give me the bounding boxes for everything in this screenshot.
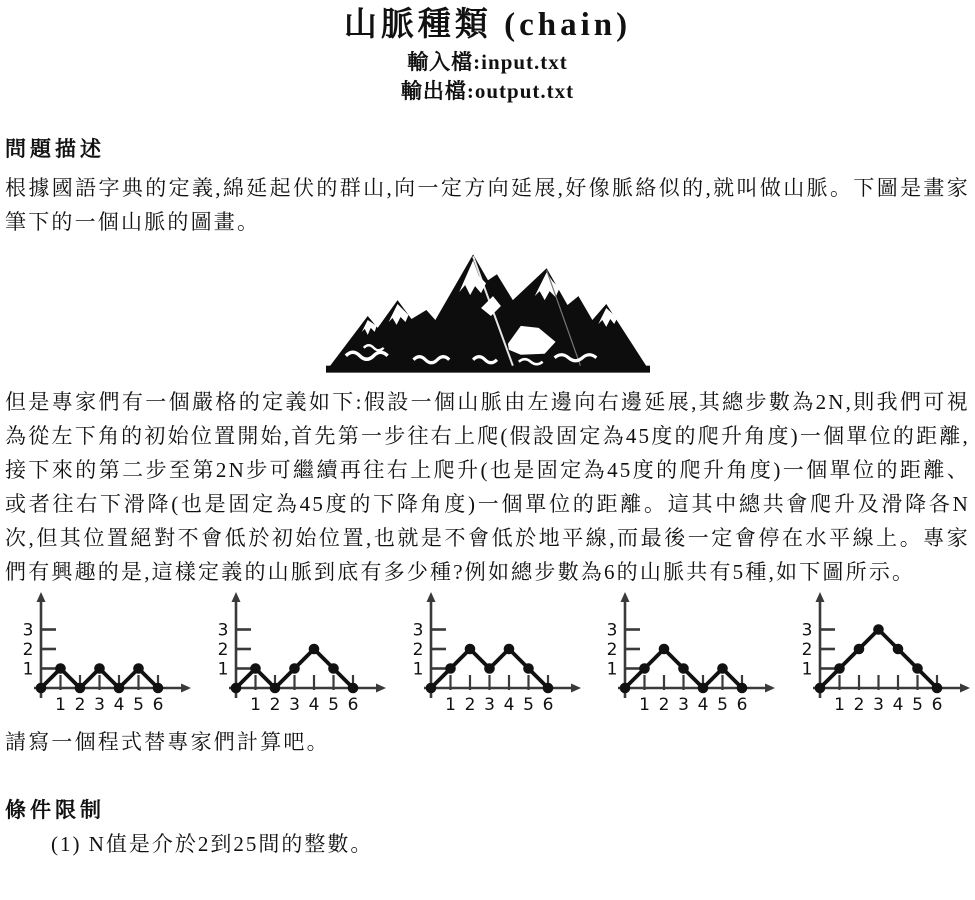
svg-text:1: 1 <box>22 659 34 680</box>
svg-text:3: 3 <box>873 695 884 715</box>
problem-paragraph-2: 但是專家們有一個嚴格的定義如下:假設一個山脈由左邊向右邊延展,其總步數為2N,則我們可視為從左下角的初始位置開始,首先第一步往右上爬(假設固定為45度的爬升角度)一個單位的距離,接下來的第二步至第2N步可繼續再往右上爬升(也是固定為45度的爬升角度)一個單位的距離、或者往右下滑降(也是固定為45度的下降角度)一個單位的距離。這其中總共會爬升及滑降各N次,但其位置絕對不會低於初始位置,也就是不會低於地平線,而最後一定會停在水平線上。專家們有興趣的是,這樣定義的山脈到底有多少種?例如總步數為6的山脈共有5種,如下圖所示。 <box>5 390 970 584</box>
svg-text:1: 1 <box>801 659 813 680</box>
svg-text:2: 2 <box>22 640 34 660</box>
svg-text:4: 4 <box>503 695 514 715</box>
svg-text:6: 6 <box>736 695 748 715</box>
svg-text:6: 6 <box>152 695 164 715</box>
mountain-diagram-4 <box>589 591 775 723</box>
mountain-range-icon <box>324 248 652 380</box>
constraints-heading: 條件限制 <box>5 798 105 822</box>
svg-text:4: 4 <box>308 695 320 715</box>
svg-text:5: 5 <box>522 695 534 715</box>
svg-text:6: 6 <box>542 695 553 715</box>
svg-text:3: 3 <box>678 695 690 715</box>
problem-paragraph-1: 根據國語字典的定義,綿延起伏的群山,向一定方向延展,好像脈絡似的,就叫做山脈。下圖是畫家筆下的一個山脈的圖畫。 <box>5 176 970 234</box>
mountain-diagram-1 <box>5 591 191 723</box>
svg-text:2: 2 <box>606 640 618 660</box>
svg-text:3: 3 <box>22 620 34 641</box>
constraint-item-1: (1) N值是介於2到25間的整數。 <box>51 832 374 856</box>
problem-statement-page <box>0 2 975 860</box>
svg-text:3: 3 <box>801 620 813 641</box>
svg-text:1: 1 <box>249 695 261 715</box>
svg-text:2: 2 <box>801 640 813 660</box>
mountain-illustration <box>5 247 970 381</box>
svg-text:6: 6 <box>347 695 359 715</box>
svg-text:5: 5 <box>133 695 144 715</box>
input-file-line: 輸入檔:input.txt <box>407 50 568 74</box>
svg-text:2: 2 <box>412 640 423 660</box>
svg-text:5: 5 <box>327 695 339 715</box>
svg-text:3: 3 <box>412 620 423 641</box>
svg-text:1: 1 <box>606 659 618 680</box>
svg-text:2: 2 <box>269 695 281 715</box>
page-title: 山脈種類 (chain) <box>343 7 632 43</box>
mountain-diagram-5 <box>784 591 970 723</box>
svg-text:2: 2 <box>74 695 86 715</box>
svg-text:1: 1 <box>55 695 66 715</box>
output-file-line: 輸出檔:output.txt <box>400 79 575 103</box>
svg-text:1: 1 <box>217 659 229 680</box>
svg-text:1: 1 <box>444 695 456 715</box>
svg-text:1: 1 <box>412 659 423 680</box>
problem-paragraph-3: 請寫一個程式替專家們計算吧。 <box>5 730 330 754</box>
svg-text:3: 3 <box>217 620 229 641</box>
mountain-diagram-3 <box>395 591 581 723</box>
svg-text:2: 2 <box>853 695 865 715</box>
svg-text:4: 4 <box>697 695 709 715</box>
mountain-diagram-2 <box>200 591 386 723</box>
svg-text:2: 2 <box>217 640 229 660</box>
svg-text:1: 1 <box>834 695 845 715</box>
svg-text:1: 1 <box>639 695 651 715</box>
svg-text:2: 2 <box>658 695 670 715</box>
svg-text:6: 6 <box>931 695 943 715</box>
problem-description-heading: 問題描述 <box>5 137 105 161</box>
svg-text:3: 3 <box>606 620 618 641</box>
svg-text:3: 3 <box>288 695 300 715</box>
svg-text:5: 5 <box>717 695 729 715</box>
svg-text:4: 4 <box>892 695 904 715</box>
svg-text:2: 2 <box>464 695 475 715</box>
svg-text:3: 3 <box>94 695 105 715</box>
svg-text:4: 4 <box>113 695 125 715</box>
svg-text:3: 3 <box>483 695 495 715</box>
svg-text:5: 5 <box>912 695 923 715</box>
example-mountain-diagrams <box>5 591 970 723</box>
